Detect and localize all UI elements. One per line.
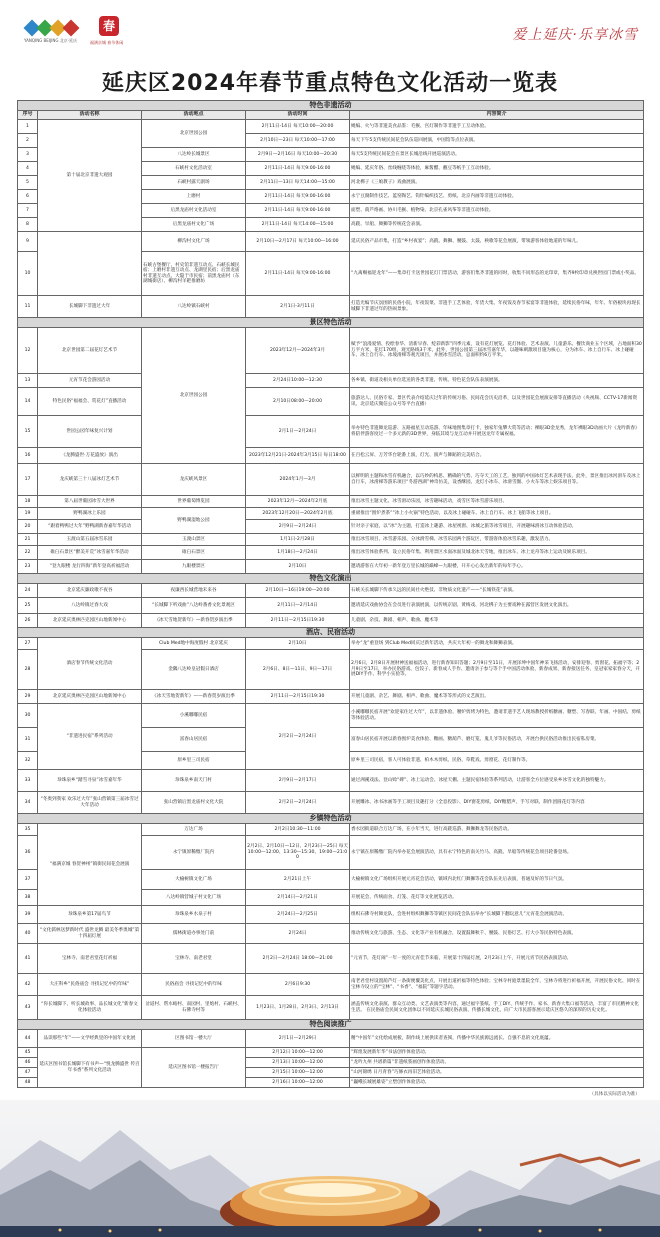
table-row	[18, 824, 644, 836]
row-desc: 推出冰雪项目、冰雪游乐园、分冰滑雪梯、冰雪乐园两个游玩区，带游客体验冰雪乐趣，激发活力。	[350, 534, 644, 546]
row-no: 23	[18, 560, 38, 574]
slogan: 爱上延庆·乐享冰雪	[512, 27, 638, 43]
row-desc: 开展雕冰、冰书冰画等手工项目及趣打分（全息投影）、DIY窗花剪纸、DIY糖腊声、手写对联、制作团圆花灯等内容	[350, 792, 644, 814]
row-loc: 石峡村文化活动室	[142, 162, 246, 176]
row-loc: 永宁镇原稀缴厂院内	[142, 836, 246, 870]
activity-table	[17, 100, 643, 1088]
row-name: 碓臼石景区“醉美开荒”冰雪嘉年华活动	[38, 546, 142, 560]
row-time: 2月10日—23日 每天10:00—17:00	[246, 134, 350, 148]
row-no: 5	[18, 176, 38, 190]
mountain-scene-icon	[0, 1100, 660, 1237]
table-row	[18, 770, 644, 792]
col-header: 活动名称	[38, 111, 142, 120]
row-name: 八达岭镇过春大戏	[38, 598, 142, 614]
logo-caption: YANQING BEIJING 北京·延庆	[24, 38, 77, 43]
row-time: 2月11日-14日 每天9:00-16:00	[246, 252, 350, 296]
row-no: 28	[18, 650, 38, 690]
table-row	[18, 496, 644, 508]
row-desc: 举办特色非遗舞龙巡游、五路福星互动巡游、年味地图集章打卡，独家年兔攀大赏等活动；裸眼3D金龙秀，龙年裸眼3D动画大片《龙吟新春》将陪伴游客度过一个多元新的3D世界，身临其境与龙互动并开展送龙年专属祝福。	[350, 416, 644, 448]
row-time: 2月15日 10:00—12:00	[246, 1068, 350, 1078]
row-no: 1	[18, 120, 38, 134]
row-name: 玉渡山第五届冰雪乐园	[38, 534, 142, 546]
row-time: 2月11日—13日 每天14:00—15:00	[246, 176, 350, 190]
row-desc: 永宁豆腐制作技艺、蓝窑陶艺、钩针编织技艺、剪纸、北京内画等非遗互动体验。	[350, 190, 644, 204]
row-time: 2月9日—2月17日	[246, 770, 350, 792]
table-row	[18, 374, 644, 388]
row-time: 1月18日—2月24日	[246, 546, 350, 560]
row-desc: “九离赐福迎龙年”——集章打卡送世园花灯门票活动，游客们集齐非遗的同时，收集不同形态的龙印章，集齐9枚印章兑换世园门票或小奖品。	[350, 252, 644, 296]
row-time: 1月23日、1月28日、2月3日、2月13日	[246, 996, 350, 1020]
row-time: 2023年12月—2024年3月	[246, 328, 350, 374]
row-name: 北京延庆廉政歌不夜谷	[38, 584, 142, 598]
header	[0, 0, 660, 100]
row-name: 龙庆峡第三十八届冰灯艺术节	[38, 464, 142, 496]
row-no: 19	[18, 508, 38, 520]
table-row	[18, 690, 644, 704]
row-time: 2月1日—2月24日	[246, 416, 350, 448]
row-time: 2月16日 10:00—12:00	[246, 1078, 350, 1088]
row-time: 2月13日 10:00—12:00	[246, 1058, 350, 1068]
row-no: 6	[18, 190, 38, 204]
row-desc: 针对亲子家庭，以“冰”为主题，打造冰上趣游、冰屋视窗、冰城之旅等冰雪项目，开展趣味滑冰互动体验活动。	[350, 520, 644, 534]
row-loc: 延庆区图书馆一楼报告厅	[142, 1048, 246, 1088]
row-name: “文化儒林送梦新时代 盛世龙腾 最美冬季奥城”第十四届灯展	[38, 924, 142, 944]
row-time: 2月21日上午	[246, 870, 350, 890]
row-name: 《龙腾盛世·万花盛放》演出	[38, 448, 142, 464]
row-name: 北京世园第二届花灯艺术节	[38, 328, 142, 374]
row-name: 酒店春节传统文化活动	[38, 638, 142, 690]
table-row	[18, 448, 644, 464]
table-row	[18, 520, 644, 534]
row-no: 39	[18, 906, 38, 924]
row-name: 珍珠泉乡第17届鸟节	[38, 906, 142, 924]
row-time: 2月6日、8日—11日、9日—17日	[246, 650, 350, 690]
row-time: 2月11日-14日 每天9:00-16:00	[246, 190, 350, 204]
table-row	[18, 1030, 644, 1048]
row-no: 17	[18, 464, 38, 496]
col-header: 活动时间	[246, 111, 350, 120]
row-name: “非遗进民宿”系列活动	[38, 704, 142, 770]
row-time: 2月2日、2月10日—12日、2月23日—25日 每天10:00—12:00、13:30—15:30、19:00—21:00	[246, 836, 350, 870]
row-no: 3	[18, 148, 38, 162]
table-row	[18, 598, 644, 614]
row-desc: 各乡镇、街道及相关单位选送的各类非遗、传统、特色花会队伍表演展演。	[350, 374, 644, 388]
yanqing-logo	[24, 20, 84, 46]
row-time: 2月2日—2月24日	[246, 792, 350, 814]
section-title: 特色文化演出	[18, 574, 644, 584]
row-desc: 永宁镇在原稀缴厂院内举办花会展演活动，具有永宁特色的南关竹马、高跷、旱船等传统花会项目轮番登场。	[350, 836, 644, 870]
row-loc: 八达岭镇营城子村文化广场	[142, 890, 246, 906]
row-no: 16	[18, 448, 38, 464]
row-desc: 高跷、旱船、舞狮等传统花会表演。	[350, 218, 644, 232]
row-name: 元宵节花会游园活动	[38, 374, 142, 388]
row-time: 1月1日-2月28日	[246, 534, 350, 546]
row-desc: “龙吟九州 共谱新篇”非遗纸浆画创作体验活动。	[350, 1058, 644, 1068]
row-no: 22	[18, 546, 38, 560]
row-desc: 大榆树镇文化广场组织开展元宵花会活动，镇域内北红门舞狮等花会队伍先后表演，普通及好的节日气氛。	[350, 870, 644, 890]
row-loc: 宝林寺、南老君堂	[142, 944, 246, 974]
row-no: 12	[18, 328, 38, 374]
row-name: “福满京城 春贺神州”镇街民间花会展演	[38, 824, 142, 906]
row-loc: Club Med地中海度假村 北京延庆	[142, 638, 246, 650]
row-no: 30	[18, 704, 38, 728]
row-time: 2月10日08:00—20:00	[246, 388, 350, 416]
table-row	[18, 974, 644, 996]
row-loc: 大榆树镇文化广场	[142, 870, 246, 890]
row-no: 35	[18, 824, 38, 836]
row-loc: 《冰天雪地贺新年》——新春贺岁演出季	[142, 690, 246, 704]
table-row	[18, 464, 644, 496]
row-time: 2月24日—2月25日	[246, 906, 350, 924]
row-desc: 重磅推出“围炉煮茶”“冰上小火锅”特色活动，以及冰上碰碰车、冰上自行车、冰上飞船等冰上项目。	[350, 508, 644, 520]
row-loc: 八达岭镇石峡村	[142, 296, 246, 318]
row-time: 2023年12月20日—2024年2月底	[246, 508, 350, 520]
row-time: 2月11日—2月15日19:30	[246, 690, 350, 704]
row-loc: 九眼楼景区	[142, 560, 246, 574]
row-loc: 碓臼石景区	[142, 546, 246, 560]
row-name: “跟着鸭鸭过大年”野鸭湖新春嘉年华活动	[38, 520, 142, 534]
row-desc: 精“中国年”文化绘成展板，制作线上展供读者查阅，传播中华民族源远流长、自强不息的文化底蕴。	[350, 1030, 644, 1048]
row-time: 2月9日—2月16日 每天10:00—20:30	[246, 148, 350, 162]
row-desc: 儿童剧、杂技、舞剧、相声、歌曲、魔术等	[350, 614, 644, 628]
row-no: 2	[18, 134, 38, 148]
row-loc: 八达岭长城景区	[142, 148, 246, 162]
row-name: 北京延庆奥林匹克园区山地新闻中心	[38, 614, 142, 628]
row-desc: 香水园街道联合万达广场，在小年当天，进行高跷巡游、舞狮舞龙等民俗活动。	[350, 824, 644, 836]
row-desc: 推动传统文化与旅游、生态、文化等产业有机融合，设置鼓舞秋千、腰鼓、民俗灯艺、打大小等民俗特色表演。	[350, 924, 644, 944]
row-no: 7	[18, 204, 38, 218]
section-title: 景区特色活动	[18, 318, 644, 328]
row-time: 2023年12月—2024年2月底	[246, 496, 350, 508]
row-no: 25	[18, 598, 38, 614]
row-loc: 龙庆峡风景区	[142, 464, 246, 496]
row-desc: 打造光编节庆氛围的民俗小院，年夜饭菜、非遗手工艺体验，年货大集、年夜饭及春节家宴等非遗体验，延续民俗年味，年年、年俗板块再现长城脚下非遗过年的热闹景象。	[350, 296, 644, 318]
row-no: 48	[18, 1078, 38, 1088]
row-desc: 邀请游客在大年初一新年登万里长城的巅峰—九眼楼，开开心心发出新年的每年手心。	[350, 560, 644, 574]
row-no: 33	[18, 770, 38, 792]
row-desc: 延庆民俗产品市集，打造“乡村夜宴”；高跷、舞狮、腰鼓、太鼓、秧歌等花会展演，带领游客体验地道的年味儿。	[350, 232, 644, 252]
row-time: 2月6日9:30	[246, 974, 350, 996]
row-desc: 旅游达人、民俗专家、景区代表介绍延庆过年的传统习俗、民间花会历史沿革，以及世园花会展演安排等直播活动（央视频、CCTV-17新闻资讯、北京延庆微信公众号等平台直播）	[350, 388, 644, 416]
row-no: 10	[18, 252, 38, 296]
row-desc: 在百松云屏、万芳华台轮番上演，灯光、演声与舞蹈的完美结合。	[350, 448, 644, 464]
table-row	[18, 296, 644, 318]
row-desc: “巍峨长城展雄姿”立塑创作体验活动。	[350, 1078, 644, 1088]
row-loc: 后黑龙庙村文化活动室	[142, 204, 246, 218]
row-loc: 夜廉西长城营地未来谷	[142, 584, 246, 598]
table-row	[18, 328, 644, 374]
spring-seal-icon: 春	[99, 16, 119, 36]
table-row	[18, 944, 644, 974]
logo-caption-2: 福满京城 春节休闲	[90, 40, 124, 45]
row-name: “冬奥到我家 欢乐过大年”张山营镇第三届冰雪过大年活动	[38, 792, 142, 814]
table-row	[18, 924, 644, 944]
row-no: 41	[18, 944, 38, 974]
row-loc: 柳沟村文化广场	[142, 232, 246, 252]
row-time: 2月11日—2月14日	[246, 598, 350, 614]
row-desc: 组织石佛寺村舞龙队，会进村组织舞狮等等镇区民间花会队伍举办“长城脚下翻玩意儿”元宵花会展演活动。	[350, 906, 644, 924]
row-no: 42	[18, 974, 38, 996]
table-row	[18, 792, 644, 814]
table-row	[18, 546, 644, 560]
row-name: “登九眼楼 龙行四海”新年登高祈福活动	[38, 560, 142, 574]
row-time: 2月1日—2月29日	[246, 1030, 350, 1048]
table-row	[18, 120, 644, 134]
col-header: 序号	[18, 111, 38, 120]
table-row	[18, 534, 644, 546]
row-no: 27	[18, 638, 38, 650]
row-no: 46	[18, 1058, 38, 1068]
row-time: 2月1日-3月11日	[246, 296, 350, 318]
row-desc: 涵盖传统文化表演、群众互动类、文艺表演类等内容，通过福字篆纸、手工DIY、传统手作、家书、新春大集口福等活动，丰富了市民精神文化生活。 在民俗庙会民间文化团体以不同延庆长城民俗表演、传播长城文化，向广大市民游客展示延庆区悠久的深厚的历史文化。	[350, 996, 644, 1020]
row-name: 珍珠泉乡“踏雪寻泉”冰雪嘉年华	[38, 770, 142, 792]
row-no: 21	[18, 534, 38, 546]
row-time: 2月11日-14日 每天10:00—20:00	[246, 120, 350, 134]
row-desc: “山河锦绣 日月青春”巧修衣再旧艺体验活动。	[350, 1068, 644, 1078]
row-desc: 南老君堂村设置葫芦灯一条街便覆美化点，开展出道祈福等特色体验；宝林寺村庭景墨院全年，宝林寺将进行祈福开展，开展民俗文化、同时在宝林寺设立的“宝林”、“书香”、“福院”等题字活动。	[350, 974, 644, 996]
row-no: 45	[18, 1048, 38, 1058]
table-row	[18, 906, 644, 924]
row-no: 32	[18, 752, 38, 770]
row-no: 4	[18, 162, 38, 176]
row-loc: 北京世园公园	[142, 120, 246, 148]
row-desc: 邀请延庆戏曲协会在会员进行表演展演，以传统京剧、黄梅戏、河北梆子为主要戏种在露营区发展文化演出。	[350, 598, 644, 614]
row-loc: 儒林街道办事处门前	[142, 924, 246, 944]
row-loc: 民俗庙会 寻找记忆中的年味	[142, 974, 246, 996]
col-header: 活动地点	[142, 111, 246, 120]
row-time: 2月10日	[246, 638, 350, 650]
row-loc: 上磨村	[142, 190, 246, 204]
row-desc: 原乡里三司民宿，客人可体验非遗、柏木木剪纸、民俗、草鞋戏、剪窗花、花灯制作等。	[350, 752, 644, 770]
row-loc: 北京世园公园	[142, 328, 246, 464]
row-loc: 世界葡萄博览园	[142, 496, 246, 508]
row-loc: 原乡里三司民宿	[142, 752, 246, 770]
section-title: 特色阅读推广	[18, 1020, 644, 1030]
table-row	[18, 416, 644, 448]
row-time: 2月14日—2月21日	[246, 890, 350, 906]
row-name: 延庆区图书馆长城脚下有书声—“悦龙腾盛世 传百年书香”系列文化活动	[38, 1048, 142, 1088]
row-desc: 富春山居民宿开展以新春围炉美食体验、糖画、糖葫芦、磨灯笼、鬼儿爷等民俗活动，开展台供民俗活动推出民宿私房菜。	[350, 728, 644, 752]
row-loc: 区图书馆一楼大厅	[142, 1030, 246, 1048]
row-time: 2月9日—2月24日	[246, 520, 350, 534]
row-time: 2023年12月21日-2024年3月15日 每日18:00	[246, 448, 350, 464]
section-title: 特色非遗活动	[18, 101, 644, 111]
row-loc: 《冰天雪地贺新年》—新春贺岁演出季	[142, 614, 246, 628]
row-desc: 推出冰雪主题文化、冰雪滑动乐园，冰雪趣味活动，戏雪区等冰雪游乐项目。	[350, 496, 644, 508]
row-loc: 小溪嘟嘟民宿	[142, 704, 246, 728]
row-no: 20	[18, 520, 38, 534]
row-time: 2月10日—2月17日 每天10:00—16:00	[246, 232, 350, 252]
table-row	[18, 614, 644, 628]
row-time: 2月24日	[246, 924, 350, 944]
row-no: 31	[18, 728, 38, 752]
spring-festival-logo	[92, 14, 128, 50]
row-no: 26	[18, 614, 38, 628]
table-row	[18, 1048, 644, 1058]
row-no: 15	[18, 416, 38, 448]
row-loc: “长城脚下听戏曲”八达岭番香文化景观区	[142, 598, 246, 614]
row-loc: 金隅八达岭皇冠假日酒店	[142, 650, 246, 690]
row-time: 2024年1月—3月	[246, 464, 350, 496]
row-desc: 开展花会、传统面食、灯笼、花灯等文化展览活动。	[350, 890, 644, 906]
row-desc: 面塑、葫芦烙画、协川毛猴、植物染、北京孔雀风筝等非遗互动体验。	[350, 204, 644, 218]
row-name: 大庄科乡“民俗庙会 寻找记忆中的年味”	[38, 974, 142, 996]
row-desc: “元宵节，花灯闹”一年一度的元宵佳节来临，开展第十四届灯展，2月23日上午，开展元宵节民俗表演活动。	[350, 944, 644, 974]
row-time: 2月11日—2月15日19:30	[246, 614, 350, 628]
table-row	[18, 584, 644, 598]
row-desc: 以鲜明的主题和冰雪有机融合，以巧妙的构思、精确的气势、巧夺天工的工艺，独到的中国冰灯艺术表现手法，此外，景区推出冰河滑车及冰上自行车，冰滑梯等游乐项目“冬游西湖”神奇仿美，设香酥园、龙灯小冰车、冰滑雪圈、小火车等冰上娱乐项目等。	[350, 464, 644, 496]
row-no: 8	[18, 218, 38, 232]
row-desc: 绳编、延庆年俗、丝线缠绕等体验，麻酱醋、蘸豆等纸手工互动体验。	[350, 162, 644, 176]
row-desc: 开展儿童剧、杂艺、舞剧、相声、歌曲、魔术等等形式的文艺演出。	[350, 690, 644, 704]
row-name: 第八届世葡园冰雪大世界	[38, 496, 142, 508]
row-no: 29	[18, 690, 38, 704]
row-name: 北京延庆奥林匹克园区山地新闻中心	[38, 690, 142, 704]
row-loc: 富春山居民宿	[142, 728, 246, 752]
row-loc: 后黑龙庙村文化广场	[142, 218, 246, 232]
row-loc: 岔道村、帮水峪村、南园村、里炮村、石峡村、石佛寺村等	[142, 996, 246, 1020]
row-no: 24	[18, 584, 38, 598]
row-no: 14	[18, 388, 38, 416]
row-time: 2月10日	[246, 560, 350, 574]
row-desc: “辉煌发展新年华”书法创作体验活动。	[350, 1048, 644, 1058]
section-title: 酒店、民宿活动	[18, 628, 644, 638]
row-desc: 赋予“浪漫爱情、投绘春华、清新早春、绽彩新影”四季元素，设有花灯展览、花灯体验、艺术表演、儿童游乐、餐饮商业五个区域，占地面积30万平方米，花灯170组，观光路线3千米，此外，世园公园第三届冰雪嘉年华，以趣味刺激项目施为核心，分为冰车、冰上自行车、冰上碰碰车、冰上自行车、冰坡滑梯等观光项目，并展冰雪活动，总面积约6万平米。	[350, 328, 644, 374]
row-no: 11	[18, 296, 38, 318]
row-time: 2月11日-14日 每天9:00-16:00	[246, 162, 350, 176]
row-loc: 玉渡山景区	[142, 534, 246, 546]
row-no: 43	[18, 996, 38, 1020]
row-loc: 石峡村露天剧场	[142, 176, 246, 190]
row-loc: 石峡古堡餐厅、村史馆非遗互动点、石峡长城民宿；上磨村非遗互动点、龙湖里民宿；后黑龙庙村非遗互动点、大隐于市民宿；前黑龙庙村（东湖城街店）、柳沟村羊耙推磨坊	[142, 252, 246, 296]
table-row	[18, 560, 644, 574]
row-no: 9	[18, 232, 38, 252]
row-loc: 野鸭湖湿地公园	[142, 508, 246, 534]
row-loc: 万达广场	[142, 824, 246, 836]
row-name: 长城脚下非遗过大年	[38, 296, 142, 318]
row-name: 特色民俗“福福会、赏花灯”直播活动	[38, 388, 142, 416]
table-row	[18, 508, 644, 520]
row-loc: 珍珠泉乡南天门村	[142, 770, 246, 792]
row-desc: 石峡关长城脚下传承久远的民间社火绝技、非物质文化遗产——“长城铁花”表演。	[350, 584, 644, 598]
row-name: 宝林寺、南老君堂花灯祈福	[38, 944, 142, 974]
row-no: 18	[18, 496, 38, 508]
row-desc: 小溪嘟嘟民宿开展“欢迎家住过大年”，以非遗体验、腰炉剪烤为特色，邀请非遗手艺人现场教授折纸糖画、糖塑、写春联、年画、中国结、剪纸等体验活动。	[350, 704, 644, 728]
row-no: 37	[18, 870, 38, 890]
row-time: 2月24日10:00—12:30	[246, 374, 350, 388]
row-time: 2月11日-14日 每天9:00-16:00	[246, 204, 350, 218]
row-no: 40	[18, 924, 38, 944]
row-time: 2月2日—2月24日 18:00—21:00	[246, 944, 350, 974]
row-name: “你长城脚下、听长城故事、品长城文化”新春文化体验活动	[38, 996, 142, 1020]
row-no: 34	[18, 792, 38, 814]
row-name: 世园公园年味复兴计划	[38, 416, 142, 448]
row-no: 38	[18, 890, 38, 906]
row-no: 36	[18, 836, 38, 870]
row-time: 2月11日-14日 每天14:00—15:00	[246, 218, 350, 232]
section-title: 乡镇特色活动	[18, 814, 644, 824]
table-row	[18, 704, 644, 728]
footer-illustration	[0, 1100, 660, 1237]
row-desc: 推出冰雪体验系列、设立民俗年集、利用景区水面冰面及城北冰天雪地，推出冰车、冰上龙舟等冰上运动及娱乐项目。	[350, 546, 644, 560]
table-row	[18, 388, 644, 416]
table-row	[18, 638, 644, 650]
page-title: 延庆区2024年春节重点特色文化活动一览表	[101, 71, 559, 96]
row-loc: 珍珠泉乡水泉子村	[142, 906, 246, 924]
row-desc: 每天下午5支传统民间花会队伍巡回展演，中国馆等点位表演。	[350, 134, 644, 148]
col-header: 内容简介	[350, 111, 644, 120]
row-name: 第十届北京非遗大观园	[38, 120, 142, 232]
row-loc: 张山营镇后黑龙庙村文化大院	[142, 792, 246, 814]
row-desc: 绳编、火勺等非遗美食品鉴：毛猴、宫灯制作等非遗手工互动体验。	[350, 120, 644, 134]
row-name: 品读那些“年”——文学经典里的中国年文化展	[38, 1030, 142, 1048]
row-time: 2月2日10:30—11:00	[246, 824, 350, 836]
row-desc: 举办“龙”重登场 到Club Med同庆过新年活动，共庆大年初一的舞龙和舞狮表演。	[350, 638, 644, 650]
row-time: 2月10日—16日19:00—20:00	[246, 584, 350, 598]
row-no: 47	[18, 1068, 38, 1078]
table-row	[18, 996, 644, 1020]
row-name: 野鸭湖冰上乐园	[38, 508, 142, 520]
row-desc: 河北梆子《三娘教子》戏曲展演。	[350, 176, 644, 190]
row-no: 44	[18, 1030, 38, 1048]
row-desc: 2月6日，2月8日开展财神送福福活动，进行新春知识答题；2月9日至11日，开展泽坤中国年神采飞扬活动，安排迎春、剪窗花、拓福字等；2月9日至17日，举办民俗游戏、包饺子、新春成人手作、邀请亲子参与等个手中国活动体验，新春成果、新春接送任务、皇冠家家家春分天，开展DIY手作、科学小实验等。	[350, 650, 644, 690]
row-time: 2月2日—2月24日	[246, 704, 350, 770]
row-desc: 每天5支传统民间花会在景区长城沿线开展巡演活动。	[350, 148, 644, 162]
row-no: 13	[18, 374, 38, 388]
row-desc: 通过洲溪戏法、登山赊“碑”、冰上运动会、冰屋天棚、主题民宿体验等系列活动，让游客全方位感受泉乡冰雪文化的独特魅力。	[350, 770, 644, 792]
row-time: 2月12日 10:00—12:00	[246, 1048, 350, 1058]
table-row	[18, 232, 644, 252]
footnote: （具体以实际活动为准）	[589, 1092, 640, 1097]
